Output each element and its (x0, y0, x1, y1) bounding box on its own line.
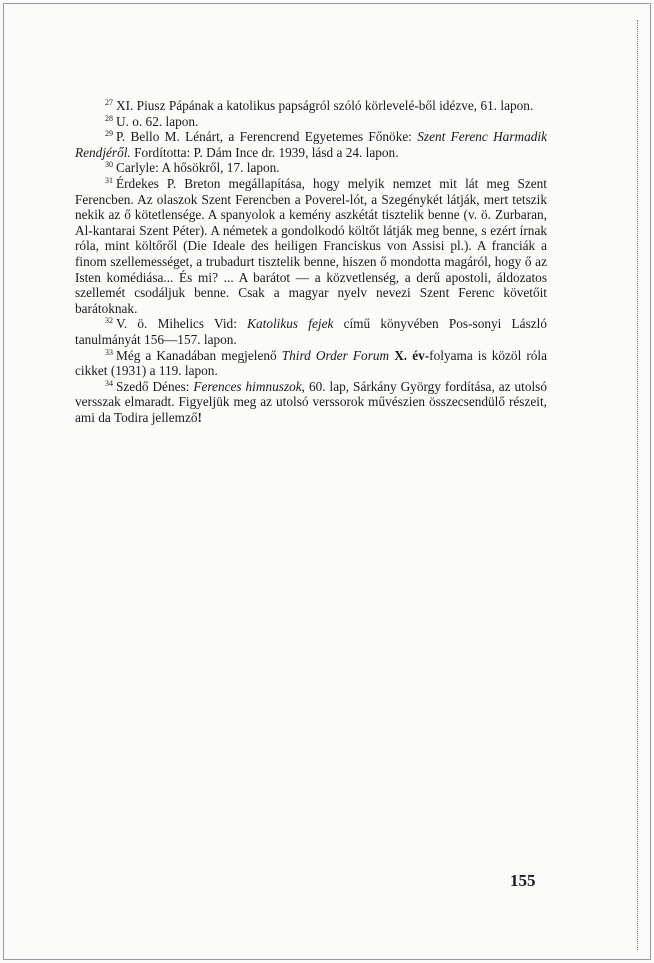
footnote-number: 30 (105, 160, 113, 170)
book-title: Szent Ferenc Harmadik Rendjéről. (75, 129, 547, 160)
footnote-text: Érdekes P. Breton megállapítása, hogy melyik nemzet mit lát meg Szent Ferencben. Az olaszok Szent Ferencben a Poverel-lót, a Szegénykét látják, mert tetszik nekik az ő kötetlensége. A spanyolok a kemény aszkétát tisztelik benne (v. ö. Zurbaran, Al-kantarai Szent Péter). A németek a gondolkodó költőt látják meg benne, s ezért írnak róla, mint költőről (Die Ideale des heiligen Franciskus von Assisi pl.). A franciák a finom szellemességet, a trubadurt tisztelik benne, hiszen ő mondotta magáról, hogy ő az Isten komédiása... És mi? ... A barátot — a közvetlenség, a derű apostoli, áldozatos szellemét csodáljuk benne. Csak a magyar nyelv nevezi Szent Ferenc követőit barátoknak. (75, 175, 547, 316)
footnote-text: XI. Piusz Pápának a katolikus papságról szóló körlevelé-ből idézve, 61. lapon. (116, 98, 534, 113)
footnote-text: ! (197, 409, 202, 425)
footnote-number: 32 (105, 316, 113, 326)
footnotes-block (75, 98, 547, 425)
footnote-text: folyama is közöl róla cikket (1931) a 119. lapon. (75, 347, 548, 379)
footnote-text: 60. lap, Sárkány György fordítása, az utolsó versszak elmaradt. Figyeljük meg az utolsó verssorok művészien összecsendülő részeit, ami da Todira jellemző (75, 378, 547, 425)
footnote-text: című könyvében Pos-sonyi László tanulmányát 156—157. lapon. (75, 316, 547, 347)
footnote-number: 28 (105, 113, 113, 123)
footnote-text: P. Bello M. Lénárt, a Ferencrend Egyetemes Főnöke: (116, 129, 418, 145)
footnote-text: V. ö. Mihelics Vid: (116, 316, 248, 332)
scan-edge (637, 20, 644, 950)
footnote-number: 33 (105, 347, 113, 357)
footnote-number: 34 (105, 378, 113, 388)
footnote-number: 29 (105, 129, 113, 139)
footnote-27 (75, 98, 547, 114)
footnote-number: 27 (105, 98, 113, 107)
footnote-32 (75, 316, 547, 347)
footnote-34 (75, 379, 547, 426)
volume-marker: X. év- (394, 347, 430, 363)
book-title: Ferences himnuszok, (193, 378, 305, 394)
book-title: Katolikus fejek (247, 316, 334, 332)
footnote-29 (75, 129, 547, 160)
page-number: 155 (510, 871, 536, 890)
footnote-33 (75, 348, 547, 379)
footnote-text: U. o. 62. lapon. (116, 113, 199, 129)
footnote-30 (75, 160, 547, 176)
footnote-text: Még a Kanadában megjelenő (116, 347, 282, 363)
footnote-text: Szedő Dénes: (116, 378, 194, 394)
footnote-31 (75, 176, 547, 316)
footnote-28 (75, 114, 547, 130)
footnote-text: Carlyle: A hősökről, 17. lapon. (116, 160, 280, 176)
periodical-title: Third Order Forum (281, 347, 390, 363)
footnote-text: Fordította: P. Dám Ince dr. 1939, lásd a 24. lapon. (130, 144, 399, 160)
footnote-number: 31 (105, 175, 113, 185)
